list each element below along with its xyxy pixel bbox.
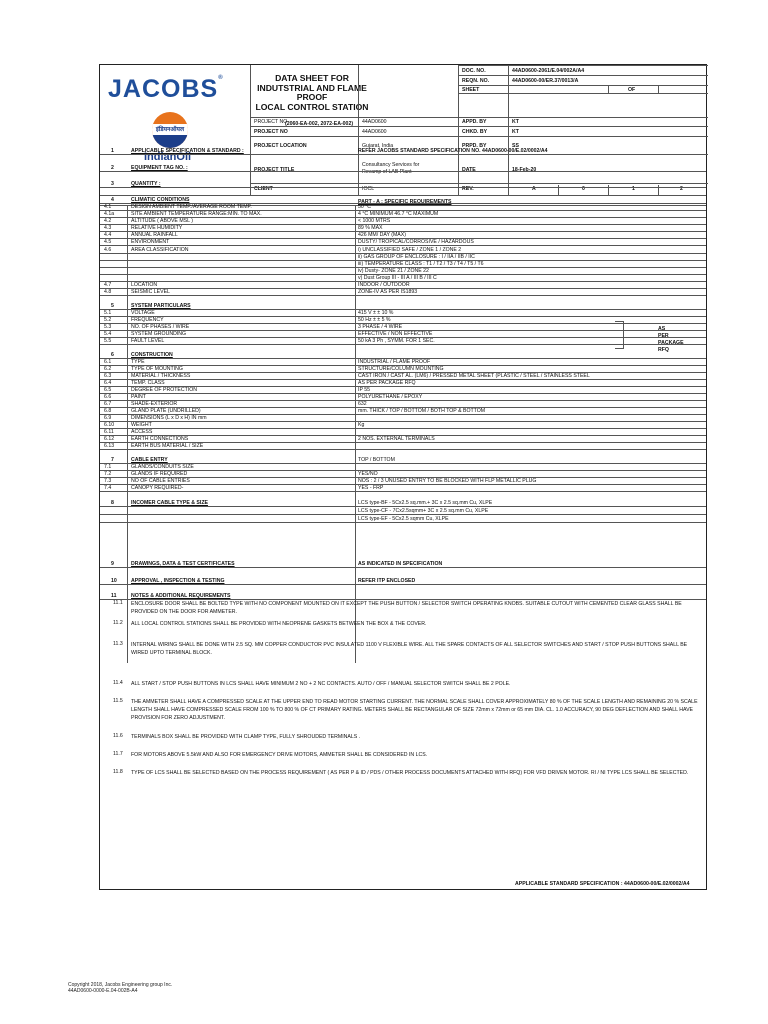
row-label: ENVIRONMENT [131, 239, 170, 245]
document-title [250, 74, 374, 112]
row-value: < 1000 MTRS [358, 218, 391, 224]
note-text: INTERNAL WIRING SHALL BE DONE WITH 2.5 SQ. MM COPPER CONDUCTOR PVC INSULATED 1100 V FLEXIBLE WIRE. ALL THE SPARE CONTACTS OF ALL SELECTOR SWITCHES AND START / STOP PUSH BUTTONS SHALL BE WIRED UPTO TERMINAL BLOCK. [131, 642, 688, 656]
note-number: 11.8 [113, 769, 123, 775]
data-sheet [99, 64, 707, 890]
row-value: 2 NOS. EXTERNAL TERMINALS [358, 436, 435, 442]
appd-by-label: APPD. BY [462, 119, 487, 125]
row-value: TOP / BOTTOM [358, 457, 395, 463]
note-number: 11.4 [113, 680, 123, 686]
row-divider [100, 428, 706, 429]
client-value: IOCL [362, 186, 375, 192]
row-label: VOLTAGE [131, 310, 155, 316]
row-number: 6.4 [104, 380, 112, 386]
row-label: NO. OF PHASES / WIRE [131, 324, 190, 330]
row-divider [100, 316, 706, 317]
row-label: DRAWINGS, DATA & TEST CERTIFICATES [131, 561, 235, 567]
project-no-label: PROJECT NO [254, 119, 288, 125]
row-value: 50 kA 3 Ph , SYMM. FOR 1 SEC. [358, 338, 435, 344]
note-text: TERMINALS BOX SHALL BE PROVIDED WITH CLAMP TYPE, FULLY SHROUDED TERMINALS . [131, 734, 361, 740]
chkd-by-value: KT [512, 129, 519, 135]
rfq-as: AS [658, 326, 666, 332]
row-number: 3 [111, 181, 114, 187]
row-number: 6.9 [104, 415, 112, 421]
chkd-by-label: CHKD. BY [462, 129, 488, 135]
row-label: PAINT [131, 394, 146, 400]
row-number: 9 [111, 561, 114, 567]
row-value: 50 Hz ± ± 5 % [358, 317, 391, 323]
row-number: 7.1 [104, 464, 112, 470]
row-label: EARTH BUS MATERIAL / SIZE [131, 443, 204, 449]
row-label: QUANTITY : [131, 181, 161, 187]
row-label: CLIMATIC CONDITIONS [131, 197, 190, 203]
row-number: 5 [111, 303, 114, 309]
row-number: 4.1a [104, 211, 115, 217]
row-label: FREQUENCY [131, 317, 164, 323]
row-label: MATERIAL / THICKNESS [131, 373, 191, 379]
row-label: TYPE OF MOUNTING [131, 366, 183, 372]
client-label: CLIENT [254, 186, 273, 192]
row-label: APPROVAL , INSPECTION & TESTING [131, 578, 225, 584]
footer [68, 982, 172, 994]
row-value: AS PER PACKAGE RFQ [358, 380, 416, 386]
row-number: 4.4 [104, 232, 112, 238]
note-text: THE AMMETER SHALL HAVE A COMPRESSED SCALE AT THE UPPER END TO READ MOTOR STARTING CURRENT. THE NORMAL SCALE SHALL COVER APPROXIMATELY 80 % OF THE SCALE LENGTH AND REMAINING 20 % SCALE LENGTH SHALL HAVE COMPRESSED SCALE FROM 100 % TO 800 % OF CT PRIMARY RATING. METERS SHALL BE RECTANGULAR OF SIZE 72mm x 72mm or 65 mm DIA. CL. 1.0 ACCURACY, 90 DEG DEFLECTION AND SHALL HAVE PROVISION FOR ZERO ADJUSTMENT. [131, 699, 698, 721]
row-value: EFFECTIVE / NON EFFECTIVE [358, 331, 433, 337]
rfq-rfq: RFQ [658, 347, 669, 353]
row-number: 6.8 [104, 408, 112, 414]
row-label: TEMP. CLASS [131, 380, 165, 386]
row-value: ZONE-IV AS PER IS1893 [358, 289, 418, 295]
title-line-2: INDUTSTRIAL AND FLAME PROOF [257, 82, 367, 103]
row-divider [100, 400, 706, 401]
date-label: DATE [462, 167, 476, 173]
note-text: ALL START / STOP PUSH BUTTONS IN LCS SHALL HAVE MINIMUM 2 NO + 2 NC CONTACTS. AUTO / OFF / MANUAL SELECTOR SWITCH SHALL BE 2 POLE. [131, 681, 511, 687]
title-line-1: DATA SHEET FOR [275, 73, 349, 83]
row-value: REFER ITP ENCLOSED [358, 578, 416, 584]
rev-a: A [532, 186, 536, 192]
row-number: 6.7 [104, 401, 112, 407]
row-label: FAULT LEVEL [131, 338, 165, 344]
row-label: SHADE-EXTERIOR [131, 401, 178, 407]
row-label: EQUIPMENT TAG NO. : [131, 165, 188, 171]
note-text: TYPE OF LCS SHALL BE SELECTED BASED ON THE PROCESS REQUIREMENT ( AS PER P & ID / PDS / OTHER PROCESS DOCUMENTS ATTACHED WITH RFQ) FOR VFD DRIVEN MOTOR. RI / NI TYPE LCS SHALL BE SELECTED. [131, 770, 689, 776]
row-number: 6.12 [104, 436, 115, 442]
copyright: Copyright 2018, Jacobs Engineering group Inc. [68, 982, 173, 988]
note-number: 11.1 [113, 600, 123, 606]
row-label: AREA CLASSIFICATION [131, 247, 189, 253]
row-label: NO OF CABLE ENTRIES [131, 478, 190, 484]
row-value: CAST IRON / CAST AL. (LM6) / PRESSED METAL SHEET (PLASTIC / STEEL / STAINLESS STEEL [358, 373, 590, 379]
row-number: 7.3 [104, 478, 112, 484]
row-value: v) Dust Group III - III A / III B / III C [358, 275, 437, 281]
row-number: 6 [111, 352, 114, 358]
row-number: 4.2 [104, 218, 112, 224]
row-number: 6.13 [104, 443, 115, 449]
tag-refs: (2060-EA-002, 2072-EA-002) [285, 121, 354, 127]
doc-no-label: DOC. NO. [462, 68, 486, 74]
row-divider [100, 309, 706, 310]
row-divider [100, 154, 706, 155]
row-divider [100, 449, 706, 450]
row-number: 6.3 [104, 373, 112, 379]
row-number: 6.2 [104, 366, 112, 372]
row-label: ALTITUDE ( ABOVE MSL ) [131, 218, 193, 224]
row-divider [100, 514, 706, 515]
reqn-no-label: REQN. NO. [462, 78, 490, 84]
row-label: TYPE [131, 359, 145, 365]
indianoil-logo-icon [152, 112, 188, 148]
row-divider [100, 584, 706, 585]
row-value: Kg [358, 422, 365, 428]
row-number: 11 [111, 593, 117, 599]
brand-mark: ® [218, 75, 224, 81]
row-value: LCS type-BF - 5Cx2.5 sq.mm.+ 3C x 2.5 sq.mm Cu, XLPE [358, 500, 493, 506]
sheet-of: OF [628, 87, 636, 93]
row-value: 632 [358, 401, 367, 407]
row-value: 50 °C [358, 204, 372, 210]
row-label: GLANDS/CONDUITS SIZE [131, 464, 194, 470]
row-number: 4.3 [104, 225, 112, 231]
note-number: 11.3 [113, 641, 123, 647]
rev-1: 1 [632, 186, 635, 192]
indianoil-hindi: इंडियनऑयल [155, 127, 185, 133]
row-number: 7 [111, 457, 114, 463]
row-number: 7.4 [104, 485, 112, 491]
row-value: YES - FRP [358, 485, 384, 491]
row-label: ACCESS [131, 429, 153, 435]
footer-doc-ref: 44AD0600-0000-E.04-002B-A4 [68, 988, 138, 994]
note-number: 11.2 [113, 620, 123, 626]
row-value: DUSTY/ TROPICAL/CORROSIVE / HAZARDOUS [358, 239, 474, 245]
note-number: 11.5 [113, 698, 123, 704]
rfq-bracket [615, 321, 624, 349]
row-number: 6.6 [104, 394, 112, 400]
row-label: CABLE ENTRY [131, 457, 168, 463]
row-label: SYSTEM PARTICULARS [131, 303, 191, 309]
row-value: 3 PHASE / 4 WIRE [358, 324, 403, 330]
rev-2: 2 [680, 186, 683, 192]
row-divider [100, 484, 706, 485]
row-label: ANNUAL RAINFALL [131, 232, 178, 238]
row-value: AS INDICATED IN SPECIFICATION [358, 561, 443, 567]
row-label: NOTES & ADDITIONAL REQUIREMENTS [131, 593, 231, 599]
row-number: 8 [111, 500, 114, 506]
row-value: iii) TEMPERATURE CLASS : T1 / T2 / T3 / T4 / T5 / T6 [358, 261, 484, 267]
row-label: RELATIVE HUMIDITY [131, 225, 183, 231]
row-number: 6.10 [104, 422, 115, 428]
note-text: FOR MOTORS ABOVE 5.5kW AND ALSO FOR EMERGENCY DRIVE MOTORS, AMMETER SHALL BE CONSIDERED IN LCS. [131, 752, 428, 758]
row-value: STRUCTURE/COLUMN MOUNTING [358, 366, 444, 372]
title-line-3: LOCAL CONTROL STATION [255, 101, 369, 112]
row-number: 5.5 [104, 338, 112, 344]
row-label: WEIGHT [131, 422, 152, 428]
row-value: 4 °C MINIMUM 46.7 °C MAXIMUM [358, 211, 439, 217]
row-label: DIMENSIONS (L x D x H) IN mm [131, 415, 207, 421]
doc-no-value: 44AD0600-2061/E.04/002A/A4 [512, 68, 585, 74]
project-no-value-2: 44AD0600 [362, 129, 387, 135]
row-divider [100, 187, 706, 188]
indianoil-name: IndianOil [144, 151, 192, 163]
row-number: 4.8 [104, 289, 112, 295]
rev-label: REV. [462, 186, 474, 192]
row-divider [100, 491, 706, 492]
row-number: 5.2 [104, 317, 112, 323]
row-value: IP 55 [358, 387, 371, 393]
row-number: 4.7 [104, 282, 112, 288]
project-title-label: PROJECT TITLE [254, 167, 295, 173]
row-value: LCS type-CF - 7Cx2.5sqmm+ 3C x 2.5 sq.mm Cu, XLPE [358, 508, 489, 514]
row-label: GLANDS IF REQUIRED [131, 471, 188, 477]
note-number: 11.6 [113, 733, 123, 739]
note-number: 11.7 [113, 751, 123, 757]
appd-by-value: KT [512, 119, 519, 125]
row-number: 1 [111, 148, 114, 154]
row-label: APPLICABLE SPECIFICATION & STANDARD : [131, 148, 244, 154]
row-label: GLAND PLATE (UNDRILLED) [131, 408, 201, 414]
rev-0: 0 [582, 186, 585, 192]
row-divider [100, 567, 706, 568]
row-number: 4 [111, 197, 114, 203]
rfq-package: PACKAGE [658, 340, 684, 346]
row-value: iv) Dusty- ZONE 21 / ZONE 22 [358, 268, 429, 274]
row-number: 6.1 [104, 359, 112, 365]
row-value: YES/NO [358, 471, 378, 477]
applicable-standard-note: APPLICABLE STANDARD SPECIFICATION : 44AD0600-00/E.02/0002/A4 [515, 881, 690, 887]
row-divider [100, 470, 706, 471]
row-divider [100, 522, 706, 523]
part-a-title: PART - A : SPECIFIC REQUIREMENTS [358, 199, 452, 205]
row-value: 415 V ± ± 10 % [358, 310, 394, 316]
project-title-value-2: Revamp of LAB Plant [362, 169, 412, 175]
jacobs-logo [108, 75, 224, 104]
row-value: ii) GAS GROUP OF ENCLOSURE : I / IIA / IIB / IIC [358, 254, 475, 260]
row-label: DEGREE OF PROTECTION [131, 387, 198, 393]
row-number: 4.1 [104, 204, 112, 210]
date-value: 18-Feb-20 [512, 167, 537, 173]
row-number: 2 [111, 165, 114, 171]
prpd-by-label: PRPD. BY [462, 143, 487, 149]
prpd-by-value: SS [512, 143, 519, 149]
row-divider [100, 245, 706, 246]
note-text: ALL LOCAL CONTROL STATIONS SHALL BE PROVIDED WITH NEOPRENE GASKETS BETWEEN THE BOX & THE COVER. [131, 621, 427, 627]
note-text: ENCLOSURE DOOR SHALL BE BOLTED TYPE WITH NO COMPONENT MOUNTED ON IT EXCEPT THE PUSH BUTTON / SELECTOR SWITCH OPERATING KNOBS. SUITABLE CUTOUT WITH CEMENTED CLEAR GLASS SHALL BE PROVIDED ON THE DOOR FOR AMMETER. [131, 601, 682, 615]
row-value: INDOOR / OUTDOOR [358, 282, 410, 288]
row-number: 6.5 [104, 387, 112, 393]
row-label: CANOPY REQUIRED- [131, 485, 184, 491]
row-value: LCS type-EF - 5Cx2.5 sqmm Cu, XLPE [358, 516, 449, 522]
row-label: INCOMER CABLE TYPE & SIZE [131, 500, 208, 506]
row-number: 4.6 [104, 247, 112, 253]
row-label: SEISMIC LEVEL [131, 289, 170, 295]
row-value: 89 % MAX [358, 225, 383, 231]
rfq-per: PER [658, 333, 669, 339]
row-value: POLYURETHANE / EPOXY [358, 394, 423, 400]
project-title-value-1: Consultancy Services for [362, 162, 420, 168]
row-value: INDUSTRIAL / FLAME PROOF [358, 359, 431, 365]
row-value: mm. THICK / TOP / BOTTOM / BOTH TOP & BOTTOM [358, 408, 486, 414]
row-label: SITE AMBIENT TEMPERATURE RANGE:MIN. TO MAX. [131, 211, 262, 217]
row-value: i) UNCLASSIFIED SAFE / ZONE 1 / ZONE 2 [358, 247, 462, 253]
row-number: 6.11 [104, 429, 114, 435]
brand-text: JACOBS [108, 75, 219, 103]
row-value: NOS : 2 / 3 UNUSED ENTRY TO BE BLOCKED WITH FLP METALLIC PLUG [358, 478, 537, 484]
project-location-label: PROJECT LOCATION [254, 143, 307, 149]
row-value: 426 MM/ DAY (MAX) [358, 232, 406, 238]
reqn-no-value: 44AD0600-00/ER.37/0013/A [512, 78, 579, 84]
row-label: DESIGN AMBIENT TEMP./AVERAGE ROOM TEMP. [131, 204, 252, 210]
row-number: 10 [111, 578, 117, 584]
row-divider [100, 421, 706, 422]
row-value: REFER JACOBS STANDARD SPECIFICATION NO. 44AD0600-00/E.02/0002/A4 [358, 148, 548, 154]
project-no-value: 44AD0600 [362, 119, 387, 125]
row-divider [100, 171, 706, 172]
row-label: CONSTRUCTION [131, 352, 173, 358]
row-number: 4.5 [104, 239, 112, 245]
row-divider [100, 224, 706, 225]
row-label: EARTH CONNECTIONS [131, 436, 189, 442]
project-location-value: Gujarat, India [362, 143, 394, 149]
row-divider [100, 295, 706, 296]
row-divider [100, 506, 706, 507]
sheet-label: SHEET [462, 87, 480, 93]
project-no-label-2: PROJECT NO [254, 129, 288, 135]
row-number: 5.4 [104, 331, 112, 337]
row-number: 5.1 [104, 310, 112, 316]
row-number: 7.2 [104, 471, 112, 477]
row-label: SYSTEM GROUNDING [131, 331, 187, 337]
row-label: LOCATION [131, 282, 158, 288]
row-number: 5.3 [104, 324, 112, 330]
